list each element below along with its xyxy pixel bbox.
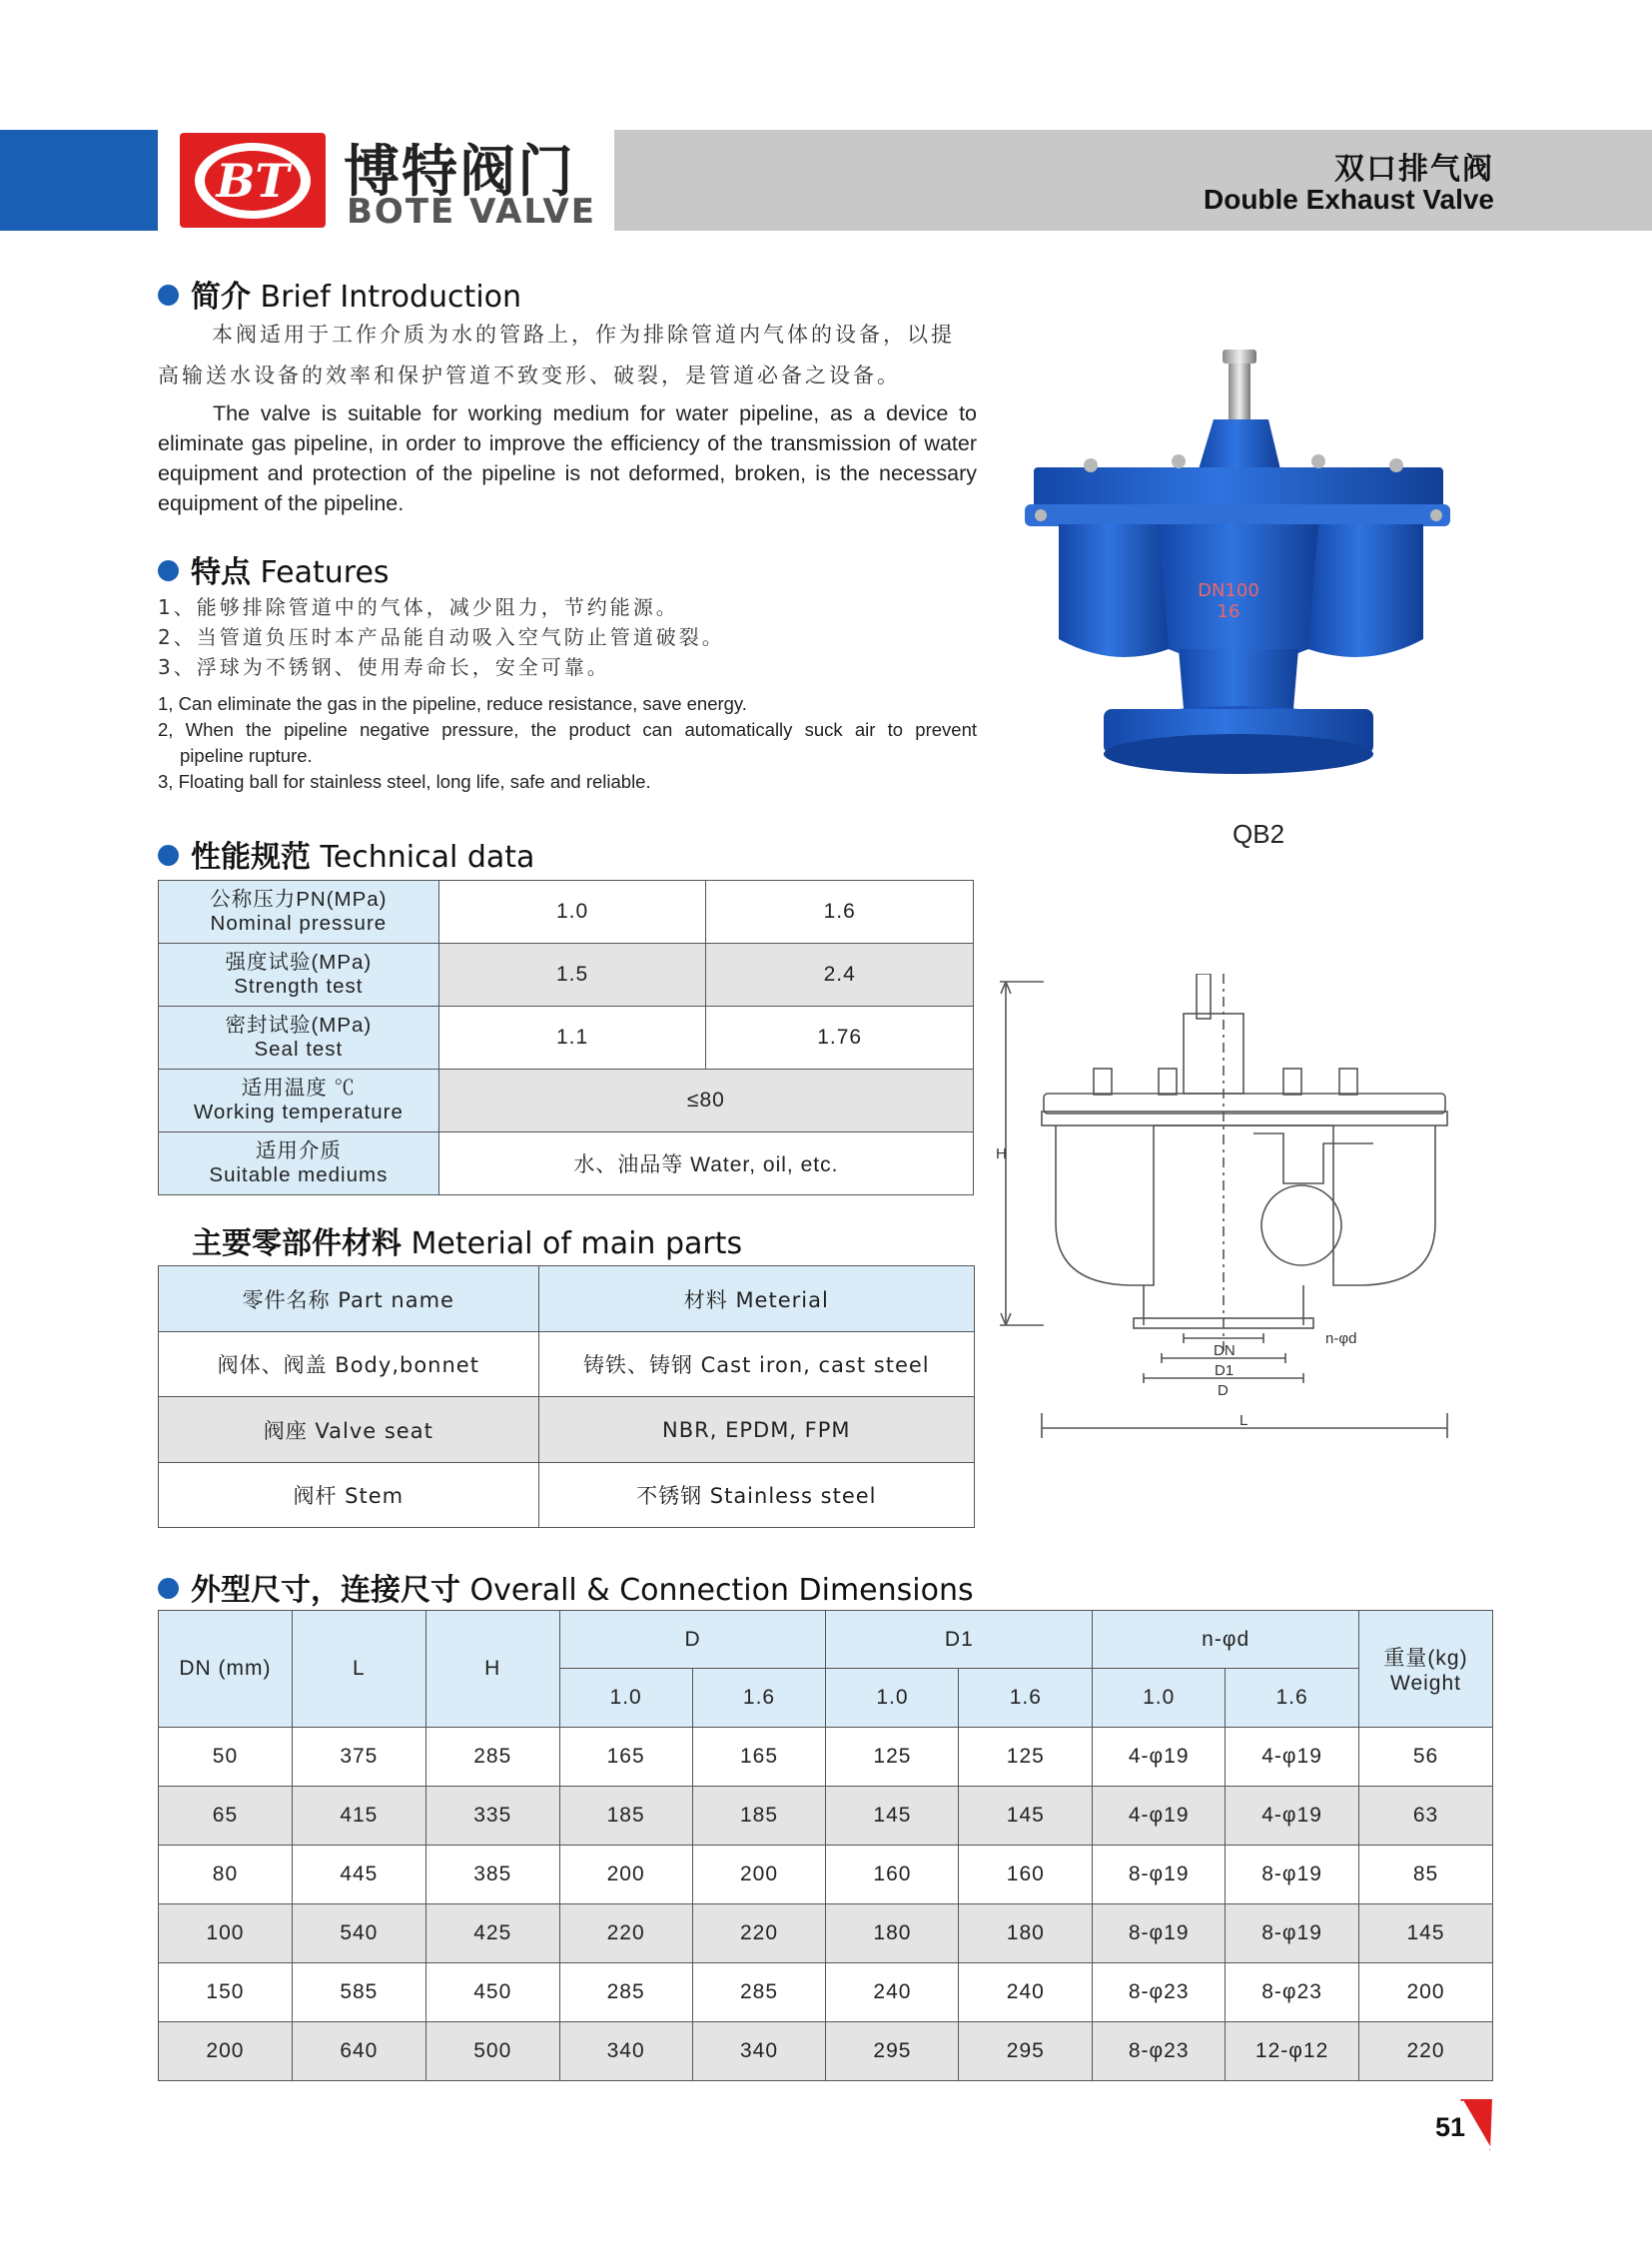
valve-marking-2: 16 [1217,601,1240,622]
cell-d1-16: 160 [959,1846,1093,1904]
table-row [159,2022,1493,2081]
column-header: L [292,1611,425,1728]
cell-d1-16: 240 [959,1963,1093,2022]
table-row [159,1070,974,1132]
drawing-label-h: H [996,1145,1007,1162]
table-row [159,881,974,944]
brand-name-en: BOTE VALVE [347,192,596,232]
table-row [159,944,974,1007]
cell-w: 56 [1359,1728,1493,1787]
cell-h: 285 [425,1728,559,1787]
tech-value: ≤80 [438,1070,973,1132]
column-header: D1 [826,1611,1093,1669]
feature-cn-2: 2、当管道负压时本产品能自动吸入空气防止管道破裂。 [158,625,725,649]
table-header-row [159,1611,1493,1669]
cell-l: 585 [292,1963,425,2022]
technical-table [158,880,974,1195]
feature-en-2b: pipeline rupture. [180,745,313,766]
tech-value: 1.0 [438,881,706,944]
page-number: 51 [1435,2112,1466,2142]
tech-label: 密封试验(MPa) Seal test [159,1007,439,1070]
dimension-drawing [984,974,1468,1443]
cell-dn: 200 [159,2022,293,2081]
cell-d1-10: 295 [826,2022,959,2081]
cell-d16: 220 [692,1904,826,1963]
part-name: 阀体、阀盖 Body,bonnet [159,1332,539,1397]
cell-d1-16: 145 [959,1787,1093,1846]
page-corner-mark-icon [1460,2099,1492,2151]
part-name: 阀座 Valve seat [159,1397,539,1463]
intro-heading: 简介 Brief Introduction [158,272,521,316]
page-title-en: Double Exhaust Valve [1204,184,1494,215]
column-header: D [559,1611,826,1669]
bullet-dot-icon [158,845,179,866]
sub-header: 1.6 [692,1669,826,1728]
intro-cn-line-2: 高输送水设备的效率和保护管道不致变形、破裂，是管道必备之设备。 [158,364,901,387]
cell-d16: 285 [692,1963,826,2022]
cell-w: 145 [1359,1904,1493,1963]
materials-heading: 主要零部件材料 Meterial of main parts [192,1226,743,1261]
tech-value: 水、油品等 Water, oil, etc. [438,1132,973,1195]
cell-l: 375 [292,1728,425,1787]
feature-cn-1: 1、能够排除管道中的气体，减少阻力，节约能源。 [158,595,679,619]
drawing-label-d1: D1 [1215,1362,1235,1379]
cell-h: 385 [425,1846,559,1904]
tech-value: 1.5 [438,944,706,1007]
model-label: QB2 [1233,819,1285,849]
cell-n16: 12-φ12 [1226,2022,1359,2081]
tech-label: 公称压力PN(MPa) Nominal pressure [159,881,439,944]
logo-emblem-icon [180,133,326,228]
tech-value: 2.4 [706,944,974,1007]
drawing-label-dn: DN [1214,1342,1236,1359]
intro-en-text: The valve is suitable for working medium for water pipeline, as a device to eliminate gas pipeline, in order to improve the efficiency of the transmission of water equipment and protection of the pipeline is not deformed, broken, is the necessary equipment of the pipeline. [158,401,977,515]
materials-table [158,1265,975,1528]
cell-dn: 80 [159,1846,293,1904]
cell-h: 450 [425,1963,559,2022]
sub-header: 1.6 [1226,1669,1359,1728]
cell-h: 335 [425,1787,559,1846]
cell-d10: 200 [559,1846,692,1904]
feature-en-1: 1, Can eliminate the gas in the pipeline, reduce resistance, save energy. [158,693,747,714]
table-row [159,1007,974,1070]
logo-letters: BT [216,154,290,208]
valve-marking-1: DN100 [1198,580,1259,601]
cell-d16: 340 [692,2022,826,2081]
table-row [159,1397,975,1463]
cell-n16: 8-φ23 [1226,1963,1359,2022]
table-header-row [159,1266,975,1332]
feature-en-3: 3, Floating ball for stainless steel, long life, safe and reliable. [158,771,651,792]
table-row [159,1904,1493,1963]
cell-dn: 65 [159,1787,293,1846]
cell-d1-16: 125 [959,1728,1093,1787]
tech-value: 1.76 [706,1007,974,1070]
cell-d1-10: 240 [826,1963,959,2022]
cell-n10: 8-φ19 [1093,1846,1226,1904]
table-row [159,1846,1493,1904]
cell-w: 200 [1359,1963,1493,2022]
cell-d10: 185 [559,1787,692,1846]
cell-n10: 4-φ19 [1093,1728,1226,1787]
cell-n16: 4-φ19 [1226,1787,1359,1846]
cell-d10: 165 [559,1728,692,1787]
cell-d16: 165 [692,1728,826,1787]
sub-header: 1.0 [826,1669,959,1728]
technical-heading: 性能规范 Technical data [158,832,534,876]
feature-cn-3: 3、浮球为不锈钢、使用寿命长，安全可靠。 [158,655,610,679]
cell-l: 540 [292,1904,425,1963]
table-row [159,1787,1493,1846]
column-header: H [425,1611,559,1728]
dimensions-heading: 外型尺寸，连接尺寸 Overall & Connection Dimensions [158,1565,974,1609]
sub-header: 1.0 [559,1669,692,1728]
cell-n16: 8-φ19 [1226,1904,1359,1963]
dimensions-table [158,1610,1493,2081]
cell-n10: 8-φ19 [1093,1904,1226,1963]
cell-n16: 8-φ19 [1226,1846,1359,1904]
tech-label: 强度试验(MPa) Strength test [159,944,439,1007]
cell-l: 640 [292,2022,425,2081]
brand-logo [180,133,326,228]
table-row [159,1332,975,1397]
cell-w: 220 [1359,2022,1493,2081]
table-row [159,1728,1493,1787]
column-header: 重量(kg) Weight [1359,1611,1493,1728]
column-header: 零件名称 Part name [159,1266,539,1332]
drawing-label-d: D [1218,1382,1229,1399]
material-name: 铸铁、铸钢 Cast iron, cast steel [538,1332,974,1397]
brand-name-cn: 博特阀门 [344,140,575,205]
cell-h: 425 [425,1904,559,1963]
cell-d1-16: 180 [959,1904,1093,1963]
cell-n10: 8-φ23 [1093,1963,1226,2022]
cell-dn: 50 [159,1728,293,1787]
cell-d1-10: 125 [826,1728,959,1787]
part-name: 阀杆 Stem [159,1463,539,1528]
cell-l: 415 [292,1787,425,1846]
cell-dn: 100 [159,1904,293,1963]
cell-d10: 340 [559,2022,692,2081]
material-name: NBR, EPDM, FPM [538,1397,974,1463]
sub-header: 1.6 [959,1669,1093,1728]
bullet-dot-icon [158,560,179,581]
material-name: 不锈钢 Stainless steel [538,1463,974,1528]
cell-l: 445 [292,1846,425,1904]
tech-label: 适用温度 ℃ Working temperature [159,1070,439,1132]
column-header: DN (mm) [159,1611,293,1728]
feature-en-2a: 2, When the pipeline negative pressure, the product can automatically suck air to prevent [158,719,977,740]
table-row [159,1132,974,1195]
cell-dn: 150 [159,1963,293,2022]
bullet-dot-icon [158,285,179,306]
column-header: n-φd [1093,1611,1359,1669]
cell-d16: 185 [692,1787,826,1846]
cell-d1-16: 295 [959,2022,1093,2081]
cell-h: 500 [425,2022,559,2081]
drawing-label-nphid: n-φd [1325,1330,1357,1347]
cell-d1-10: 145 [826,1787,959,1846]
cell-d10: 220 [559,1904,692,1963]
table-row [159,1963,1493,2022]
cell-d1-10: 180 [826,1904,959,1963]
tech-value: 1.6 [706,881,974,944]
cell-n10: 4-φ19 [1093,1787,1226,1846]
features-heading: 特点 Features [158,547,390,591]
cell-n16: 4-φ19 [1226,1728,1359,1787]
bullet-dot-icon [158,1578,179,1599]
tech-label: 适用介质 Suitable mediums [159,1132,439,1195]
cell-w: 85 [1359,1846,1493,1904]
cell-n10: 8-φ23 [1093,2022,1226,2081]
table-row [159,1463,975,1528]
cell-w: 63 [1359,1787,1493,1846]
column-header: 材料 Meterial [538,1266,974,1332]
cell-d1-10: 160 [826,1846,959,1904]
cell-d16: 200 [692,1846,826,1904]
page-title-cn: 双口排气阀 [1334,152,1494,187]
features-en-list [158,691,977,795]
valve-photo [1019,350,1458,799]
sub-header: 1.0 [1093,1669,1226,1728]
header-blue-block [0,130,158,231]
tech-value: 1.1 [438,1007,706,1070]
cell-d10: 285 [559,1963,692,2022]
header-grey-band [614,130,1652,231]
drawing-label-l: L [1239,1412,1248,1429]
intro-cn-line-1: 本阀适用于工作介质为水的管路上，作为排除管道内气体的设备，以提 [212,323,955,347]
